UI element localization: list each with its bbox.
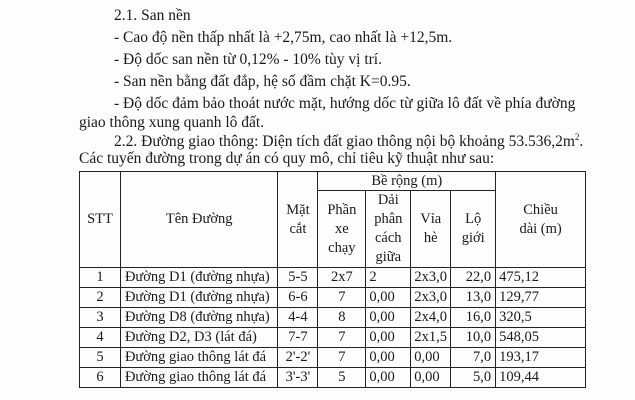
header-be-rong: Bề rộng (m) bbox=[318, 172, 496, 191]
cell-chieu-dai: 548,05 bbox=[496, 328, 586, 348]
cell-via-he: 2x4,0 bbox=[411, 308, 451, 328]
header-line: Dải bbox=[377, 192, 399, 208]
cell-dai-phan-cach: 0,00 bbox=[366, 308, 411, 328]
cell-phan-xe: 2x7 bbox=[318, 268, 366, 288]
cell-phan-xe: 7 bbox=[318, 348, 366, 368]
header-mat-cat-line: Mặt bbox=[286, 201, 310, 218]
bullet-cao-do: - Cao độ nền thấp nhất là +2,75m, cao nhất là +12,5m. bbox=[114, 29, 453, 46]
cell-dai-phan-cach: 0,00 bbox=[366, 288, 411, 308]
area-unit-superscript: 2 bbox=[574, 131, 580, 142]
cell-via-he: 2x1,5 bbox=[411, 328, 451, 348]
cell-via-he: 0,00 bbox=[411, 368, 451, 388]
header-line: phân bbox=[374, 211, 403, 227]
cell-stt: 4 bbox=[80, 328, 121, 348]
bullet-san-nen: - San nền bằng đất đắp, hệ số đầm chặt K=0.95. bbox=[114, 73, 411, 90]
header-dai-phan-cach bbox=[366, 191, 411, 268]
header-chieu-dai-line: Chiều bbox=[523, 201, 558, 218]
header-chieu-dai-line: dài (m) bbox=[519, 220, 562, 237]
cell-mat-cat: 3'-3' bbox=[278, 368, 318, 388]
header-lo-gioi bbox=[451, 191, 496, 268]
cell-chieu-dai: 193,17 bbox=[496, 348, 586, 368]
table-row bbox=[80, 348, 586, 368]
bullet-do-doc: - Độ dốc san nền từ 0,12% - 10% tùy vị trí. bbox=[114, 51, 382, 68]
cell-dai-phan-cach: 0,00 bbox=[366, 348, 411, 368]
cell-dai-phan-cach: 2 bbox=[366, 268, 411, 288]
header-phan-xe-chay bbox=[318, 191, 366, 268]
header-chieu-dai bbox=[496, 172, 586, 268]
header-line: cách bbox=[375, 230, 402, 246]
cell-chieu-dai: 475,12 bbox=[496, 268, 586, 288]
table-row bbox=[80, 308, 586, 328]
cell-mat-cat: 4-4 bbox=[278, 308, 318, 328]
header-line: giữa bbox=[375, 249, 402, 265]
cell-chieu-dai: 320,5 bbox=[496, 308, 586, 328]
cell-name: Đường giao thông lát đá bbox=[120, 368, 278, 388]
cell-name: Đường D8 (đường nhựa) bbox=[120, 308, 278, 328]
cell-dai-phan-cach: 0,00 bbox=[366, 328, 411, 348]
table-intro: Các tuyến đường trong dự án có quy mô, chỉ tiêu kỹ thuật như sau: bbox=[79, 150, 495, 167]
cell-lo-gioi: 7,0 bbox=[451, 348, 496, 368]
cell-name: Đường D2, D3 (lát đá) bbox=[120, 328, 278, 348]
table-row bbox=[80, 328, 586, 348]
cell-stt: 1 bbox=[80, 268, 121, 288]
cell-name: Đường D1 (đường nhựa) bbox=[120, 268, 278, 288]
cell-stt: 3 bbox=[80, 308, 121, 328]
cell-mat-cat: 2'-2' bbox=[278, 348, 318, 368]
bullet-thoat-nuoc-cont: giao thông xung quanh lô đất. bbox=[79, 114, 265, 131]
header-line: xe bbox=[335, 220, 349, 237]
cell-lo-gioi: 22,0 bbox=[451, 268, 496, 288]
header-mat-cat-line: cắt bbox=[289, 220, 307, 237]
cell-phan-xe: 8 bbox=[318, 308, 366, 328]
cell-stt: 6 bbox=[80, 368, 121, 388]
giao-thong-text: 2.2. Đường giao thông: Diện tích đất giao thông nội bộ khoảng 53.536,2m bbox=[114, 133, 575, 150]
table-row bbox=[80, 288, 586, 308]
table-row bbox=[80, 368, 586, 388]
cell-lo-gioi: 16,0 bbox=[451, 308, 496, 328]
cell-dai-phan-cach: 0,00 bbox=[366, 368, 411, 388]
road-spec-table bbox=[79, 171, 586, 388]
header-line: Lộ bbox=[465, 211, 482, 227]
header-line: giới bbox=[461, 230, 485, 246]
header-line: chạy bbox=[328, 239, 356, 256]
cell-phan-xe: 7 bbox=[318, 288, 366, 308]
header-stt: STT bbox=[80, 172, 121, 268]
cell-name: Đường D1 (đường nhựa) bbox=[120, 288, 278, 308]
cell-mat-cat: 7-7 bbox=[278, 328, 318, 348]
header-via-he bbox=[411, 191, 451, 268]
cell-lo-gioi: 13,0 bbox=[451, 288, 496, 308]
header-line: Vỉa bbox=[420, 211, 442, 227]
cell-stt: 2 bbox=[80, 288, 121, 308]
cell-via-he: 2x3,0 bbox=[411, 268, 451, 288]
header-line: hè bbox=[423, 230, 438, 246]
cell-chieu-dai: 129,77 bbox=[496, 288, 586, 308]
table-header-row-1 bbox=[80, 172, 586, 191]
cell-lo-gioi: 10,0 bbox=[451, 328, 496, 348]
table-row bbox=[80, 268, 586, 288]
bullet-thoat-nuoc: - Độ dốc đảm bảo thoát nước mặt, hướng dốc từ giữa lô đất về phía đường bbox=[114, 95, 576, 112]
cell-via-he: 2x3,0 bbox=[411, 288, 451, 308]
cell-chieu-dai: 109,44 bbox=[496, 368, 586, 388]
giao-thong-period: . bbox=[579, 133, 584, 150]
cell-mat-cat: 5-5 bbox=[278, 268, 318, 288]
header-mat-cat bbox=[278, 172, 318, 268]
cell-stt: 5 bbox=[80, 348, 121, 368]
section-heading-san-nen: 2.1. San nền bbox=[114, 7, 191, 24]
cell-lo-gioi: 5,0 bbox=[451, 368, 496, 388]
header-ten-duong: Tên Đường bbox=[120, 172, 278, 268]
cell-name: Đường giao thông lát đá bbox=[120, 348, 278, 368]
header-line: Phần bbox=[327, 201, 357, 218]
cell-via-he: 0,00 bbox=[411, 348, 451, 368]
cell-mat-cat: 6-6 bbox=[278, 288, 318, 308]
cell-phan-xe: 5 bbox=[318, 368, 366, 388]
cell-phan-xe: 7 bbox=[318, 328, 366, 348]
